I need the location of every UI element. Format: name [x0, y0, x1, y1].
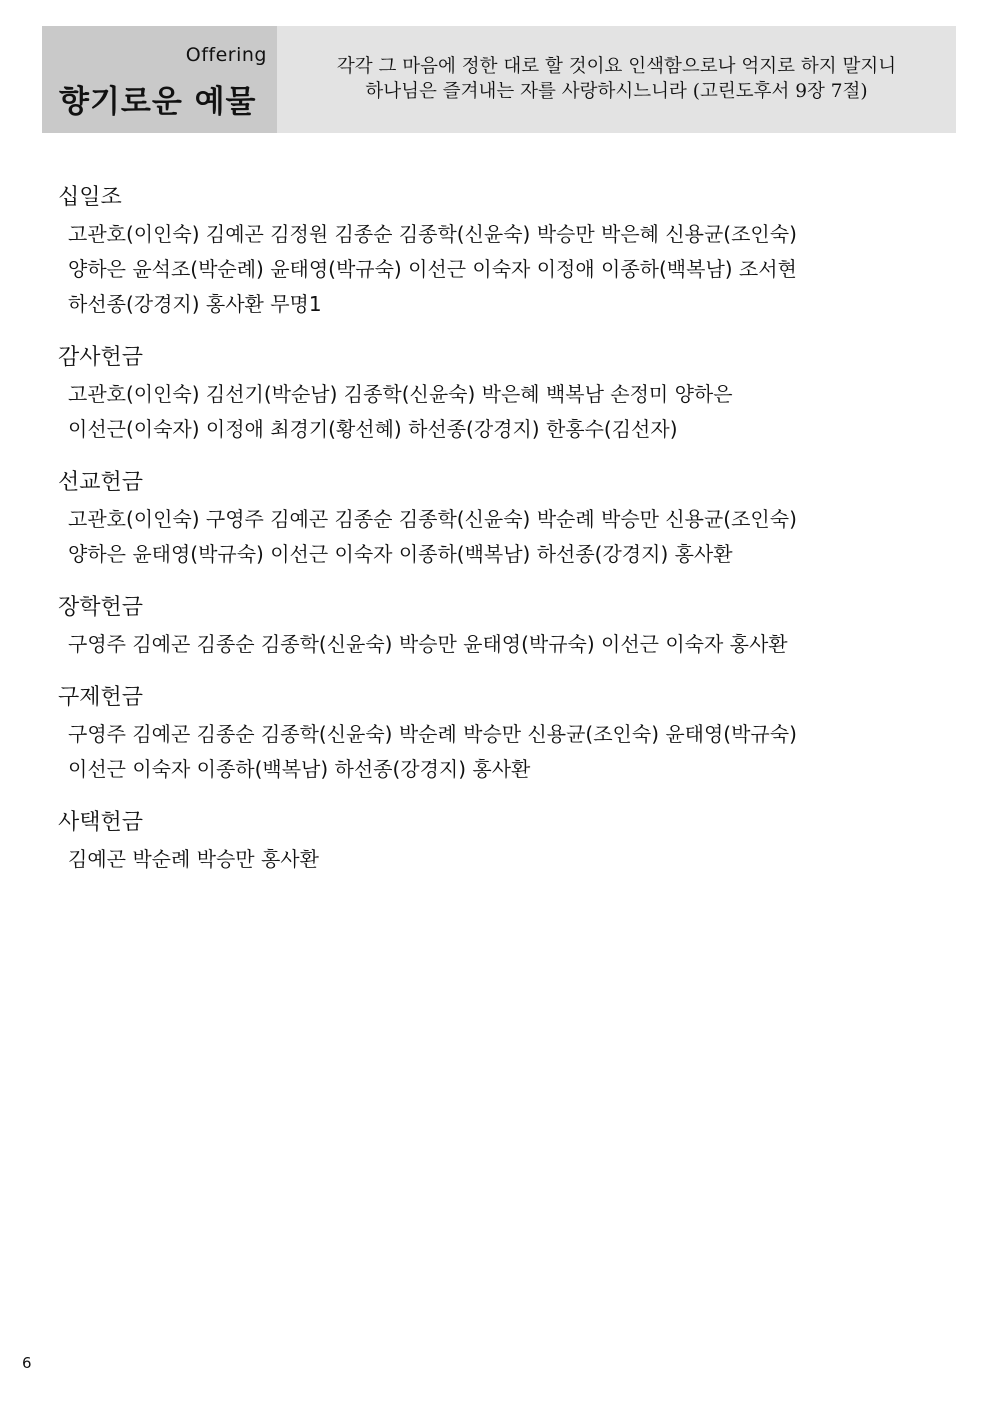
section-title: 장학헌금 — [58, 595, 144, 620]
donor-list — [58, 842, 918, 877]
donor-line: 구영주 김예곤 김종순 김종학(신윤숙) 박순례 박승만 신용균(조인숙) 윤태영(박규숙) — [68, 722, 797, 746]
donor-list — [58, 627, 918, 662]
section-title: 감사헌금 — [58, 345, 144, 370]
section-title: 사택헌금 — [58, 810, 144, 835]
donor-list — [58, 717, 918, 787]
section-parsonage — [58, 807, 918, 877]
section-scholarship — [58, 592, 918, 662]
offering-header — [42, 26, 956, 133]
header-title-block — [42, 26, 277, 133]
section-relief — [58, 682, 918, 787]
donor-line: 이선근(이숙자) 이정애 최경기(황선혜) 하선종(강경지) 한홍수(김선자) — [68, 417, 678, 441]
verse-line-2: 하나님은 즐겨내는 자를 사랑하시느니라 (고린도후서 9장 7절) — [365, 81, 868, 102]
section-mission — [58, 467, 918, 572]
section-title: 십일조 — [58, 185, 122, 210]
donor-list — [58, 217, 918, 322]
section-thanksgiving — [58, 342, 918, 447]
donor-line: 구영주 김예곤 김종순 김종학(신윤숙) 박승만 윤태영(박규숙) 이선근 이숙자 홍사환 — [68, 632, 788, 656]
section-title: 선교헌금 — [58, 470, 144, 495]
donor-line: 하선종(강경지) 홍사환 무명1 — [68, 292, 322, 316]
page-number: 6 — [22, 1354, 32, 1372]
scripture-verse — [277, 54, 956, 104]
donor-line: 양하은 윤석조(박순례) 윤태영(박규숙) 이선근 이숙자 이정애 이종하(백복남) 조서현 — [68, 257, 797, 281]
section-tithe — [58, 182, 918, 322]
header-subtitle: Offering — [185, 44, 267, 66]
donor-list — [58, 377, 918, 447]
donor-line: 고관호(이인숙) 김선기(박순남) 김종학(신윤숙) 박은혜 백복남 손정미 양하은 — [68, 382, 733, 406]
offering-sections — [58, 182, 918, 897]
section-title: 구제헌금 — [58, 685, 144, 710]
donor-line: 김예곤 박순례 박승만 홍사환 — [68, 847, 319, 871]
donor-line: 양하은 윤태영(박규숙) 이선근 이숙자 이종하(백복남) 하선종(강경지) 홍사환 — [68, 542, 733, 566]
donor-list — [58, 502, 918, 572]
donor-line: 고관호(이인숙) 구영주 김예곤 김종순 김종학(신윤숙) 박순례 박승만 신용균(조인숙) — [68, 507, 797, 531]
donor-line: 이선근 이숙자 이종하(백복남) 하선종(강경지) 홍사환 — [68, 757, 531, 781]
verse-line-1: 각각 그 마음에 정한 대로 할 것이요 인색함으로나 억지로 하지 말지니 — [336, 56, 897, 77]
page-title: 향기로운 예물 — [59, 84, 257, 120]
donor-line: 고관호(이인숙) 김예곤 김정원 김종순 김종학(신윤숙) 박승만 박은혜 신용균(조인숙) — [68, 222, 797, 246]
